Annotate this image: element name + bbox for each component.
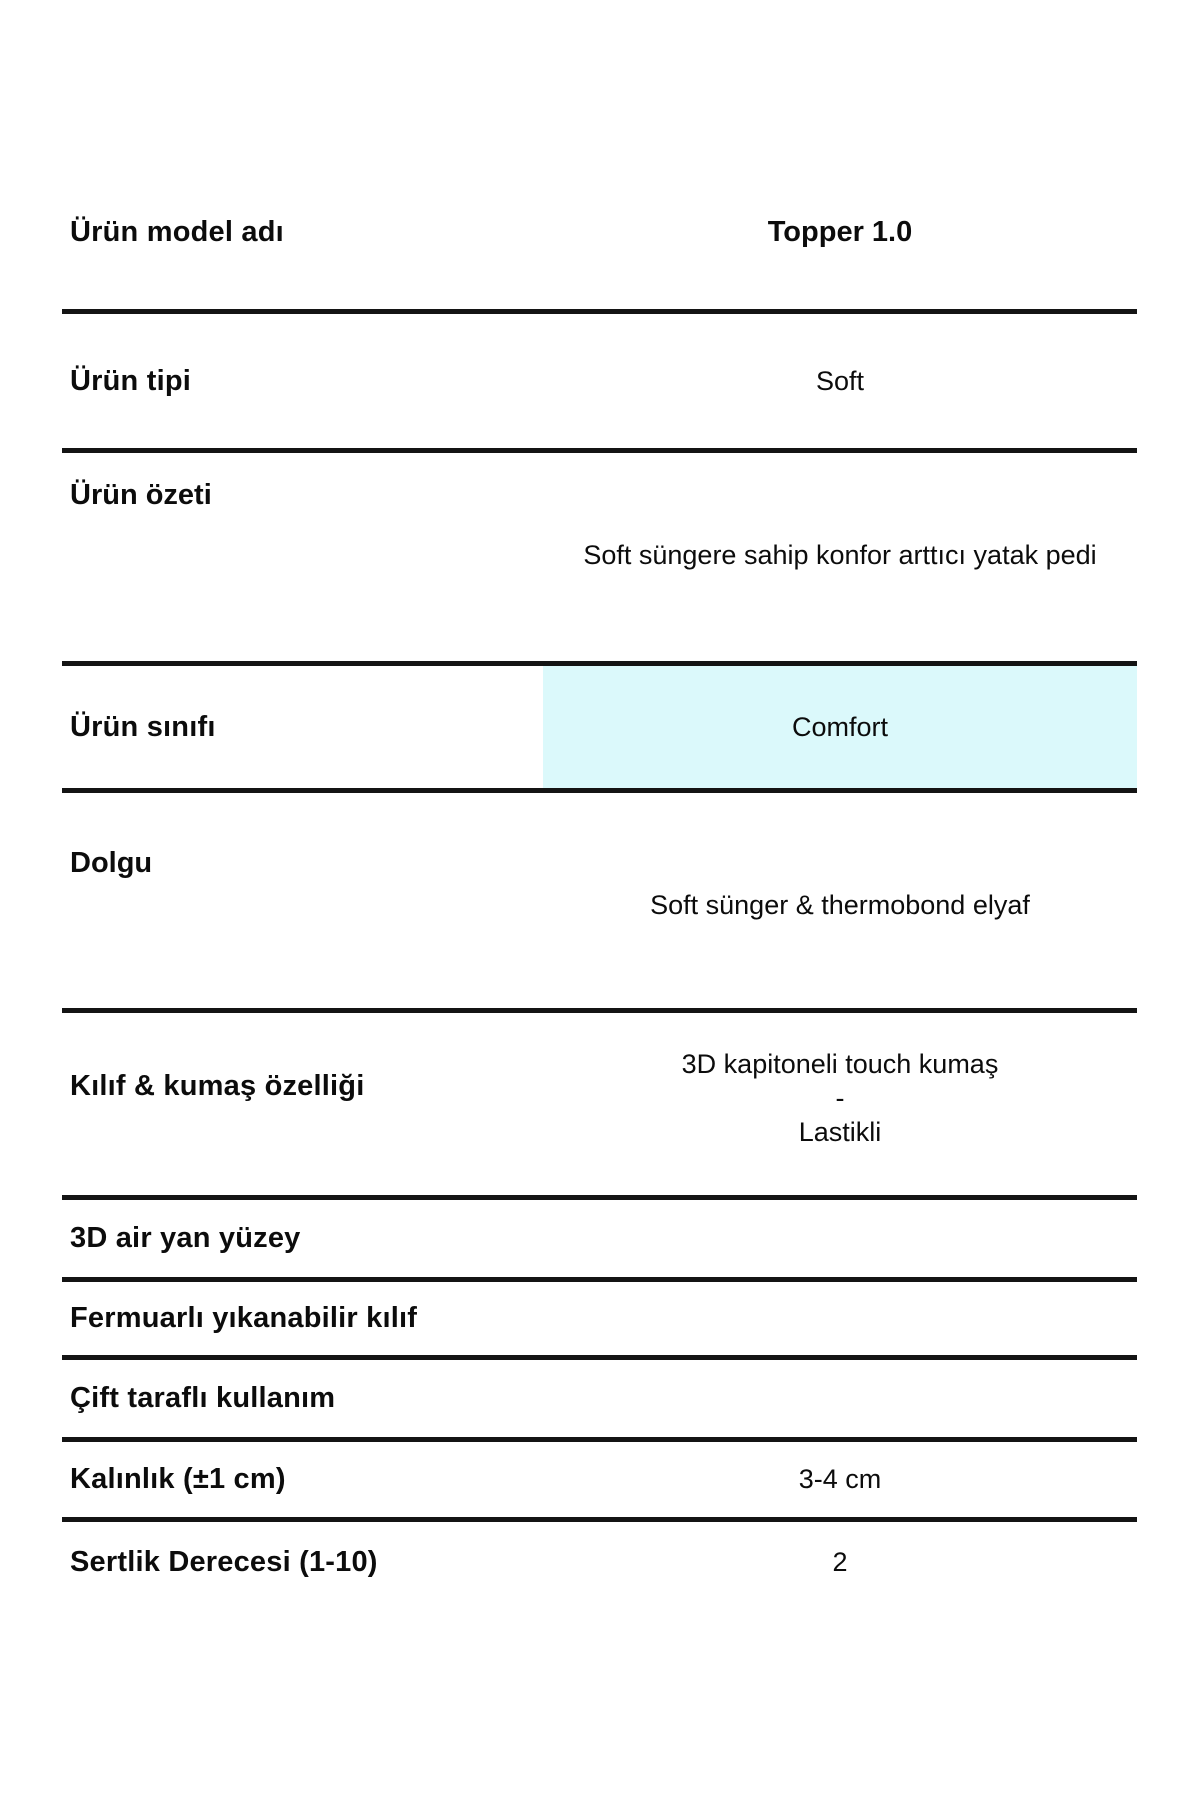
spec-value-cover-line-1: 3D kapitoneli touch kumaş xyxy=(681,1049,999,1079)
spec-value-thickness: 3-4 cm xyxy=(798,1464,882,1494)
spec-label-class: Ürün sınıfı xyxy=(70,710,216,743)
spec-row-washable-cover xyxy=(62,1282,1137,1360)
spec-label-summary: Ürün özeti xyxy=(70,479,212,511)
spec-label-thickness: Kalınlık (±1 cm) xyxy=(70,1463,286,1495)
spec-label-double-sided: Çift taraflı kullanım xyxy=(70,1382,336,1414)
highlight-cell: Comfort xyxy=(543,666,1137,788)
spec-row-filling xyxy=(62,793,1137,1013)
spec-label-model: Ürün model adı xyxy=(70,215,284,248)
spec-value-firmness: 2 xyxy=(832,1546,848,1577)
spec-label-filling: Dolgu xyxy=(70,847,153,879)
spec-label-washable-cover: Fermuarlı yıkanabilir kılıf xyxy=(70,1302,418,1334)
spec-value-cover-fabric xyxy=(543,1045,1137,1163)
spec-row-model xyxy=(62,155,1137,314)
spec-row-firmness xyxy=(62,1522,1137,1602)
spec-row-side-surface xyxy=(62,1200,1137,1282)
spec-row-class xyxy=(62,666,1137,793)
spec-label-cover-fabric: Kılıf & kumaş özelliği xyxy=(70,1069,365,1102)
spec-value-cover-dash: - xyxy=(835,1083,845,1113)
spec-row-double-sided xyxy=(62,1360,1137,1442)
spec-row-summary xyxy=(62,453,1137,666)
spec-row-type xyxy=(62,314,1137,453)
spec-value-filling: Soft sünger & thermobond elyaf xyxy=(650,890,1030,920)
product-spec-table xyxy=(62,155,1137,1602)
spec-label-firmness: Sertlik Derecesi (1-10) xyxy=(70,1545,378,1578)
spec-value-summary: Soft süngere sahip konfor arttıcı yatak pedi xyxy=(583,540,1097,570)
spec-row-cover-fabric xyxy=(62,1013,1137,1200)
spec-value-cover-line-2: Lastikli xyxy=(798,1117,882,1147)
spec-value-type: Soft xyxy=(815,365,865,396)
spec-value-model: Topper 1.0 xyxy=(767,215,913,248)
spec-label-side-surface: 3D air yan yüzey xyxy=(70,1222,301,1254)
spec-label-type: Ürün tipi xyxy=(70,364,192,397)
spec-row-thickness xyxy=(62,1442,1137,1522)
